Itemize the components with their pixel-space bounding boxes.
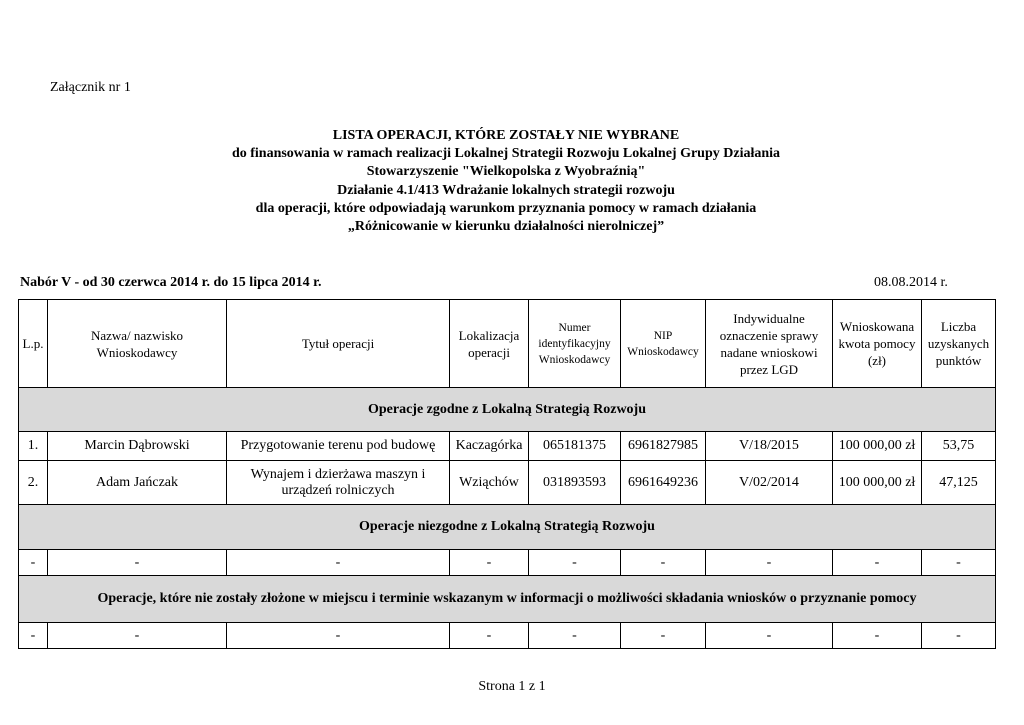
column-header-location: Lokalizacja operacji <box>450 300 529 388</box>
cell-title: Przygotowanie terenu pod budowę <box>227 432 450 461</box>
cell-location: Wziąchów <box>450 461 529 505</box>
cell-nip: - <box>621 623 706 649</box>
cell-points: 47,125 <box>922 461 996 505</box>
document-heading <box>0 127 1012 236</box>
cell-title: - <box>227 623 450 649</box>
cell-amount: - <box>833 623 922 649</box>
cell-amount: 100 000,00 zł <box>833 432 922 461</box>
cell-lp: - <box>19 550 48 576</box>
section-row-not-submitted <box>19 576 996 623</box>
recruitment-period: Nabór V - od 30 czerwca 2014 r. do 15 lipca 2014 r. <box>20 275 322 290</box>
cell-id-number: - <box>529 550 621 576</box>
section-row-compliant <box>19 388 996 432</box>
column-header-amount: Wnioskowana kwota pomocy (zł) <box>833 300 922 388</box>
cell-points: 53,75 <box>922 432 996 461</box>
cell-case-id: - <box>706 623 833 649</box>
cell-points: - <box>922 623 996 649</box>
cell-id-number: - <box>529 623 621 649</box>
column-header-case-id: Indywidualne oznaczenie sprawy nadane wnioskowi przez LGD <box>706 300 833 388</box>
section-title-not-submitted: Operacje, które nie zostały złożone w miejscu i terminie wskazanym w informacji o możliwości składania wniosków o przyznanie pomocy <box>19 576 996 623</box>
cell-applicant: Marcin Dąbrowski <box>48 432 227 461</box>
cell-applicant: - <box>48 550 227 576</box>
heading-line-4: Działanie 4.1/413 Wdrażanie lokalnych strategii rozwoju <box>337 182 675 198</box>
operations-table <box>18 299 996 649</box>
cell-lp: 1. <box>19 432 48 461</box>
heading-line-6: „Różnicowanie w kierunku działalności nierolniczej” <box>347 219 665 235</box>
heading-line-5: dla operacji, które odpowiadają warunkom przyznania pomocy w ramach działania <box>255 200 757 216</box>
section-title-non-compliant: Operacje niezgodne z Lokalną Strategią Rozwoju <box>19 505 996 550</box>
cell-title: Wynajem i dzierżawa maszyn i urządzeń rolniczych <box>227 461 450 505</box>
column-header-lp: L.p. <box>19 300 48 388</box>
table-row <box>19 550 996 576</box>
column-header-title: Tytuł operacji <box>227 300 450 388</box>
cell-lp: - <box>19 623 48 649</box>
cell-id-number: 065181375 <box>529 432 621 461</box>
cell-applicant: - <box>48 623 227 649</box>
annex-label: Załącznik nr 1 <box>50 80 131 95</box>
cell-title: - <box>227 550 450 576</box>
cell-amount: - <box>833 550 922 576</box>
cell-location: Kaczagórka <box>450 432 529 461</box>
column-header-id-number: Numer identyfikacyjny Wnioskodawcy <box>529 300 621 388</box>
cell-nip: 6961827985 <box>621 432 706 461</box>
section-row-non-compliant <box>19 505 996 550</box>
cell-location: - <box>450 550 529 576</box>
column-header-points: Liczba uzyskanych punktów <box>922 300 996 388</box>
cell-case-id: V/02/2014 <box>706 461 833 505</box>
cell-nip: 6961649236 <box>621 461 706 505</box>
page-number: Strona 1 z 1 <box>478 679 546 694</box>
column-header-applicant: Nazwa/ nazwisko Wnioskodawcy <box>48 300 227 388</box>
table-header-row <box>19 300 996 388</box>
table-row <box>19 623 996 649</box>
cell-location: - <box>450 623 529 649</box>
cell-lp: 2. <box>19 461 48 505</box>
table-row <box>19 432 996 461</box>
section-title-compliant: Operacje zgodne z Lokalną Strategią Rozwoju <box>19 388 996 432</box>
cell-id-number: 031893593 <box>529 461 621 505</box>
document-date: 08.08.2014 r. <box>874 275 948 290</box>
cell-amount: 100 000,00 zł <box>833 461 922 505</box>
column-header-nip: NIP Wnioskodawcy <box>621 300 706 388</box>
cell-applicant: Adam Jańczak <box>48 461 227 505</box>
cell-case-id: V/18/2015 <box>706 432 833 461</box>
heading-line-1: LISTA OPERACJI, KTÓRE ZOSTAŁY NIE WYBRANE <box>332 128 680 143</box>
cell-nip: - <box>621 550 706 576</box>
heading-line-3: Stowarzyszenie "Wielkopolska z Wyobraźnią" <box>366 164 646 180</box>
cell-case-id: - <box>706 550 833 576</box>
cell-points: - <box>922 550 996 576</box>
heading-line-2: do finansowania w ramach realizacji Lokalnej Strategii Rozwoju Lokalnej Grupy Działania <box>231 146 781 162</box>
table-row <box>19 461 996 505</box>
